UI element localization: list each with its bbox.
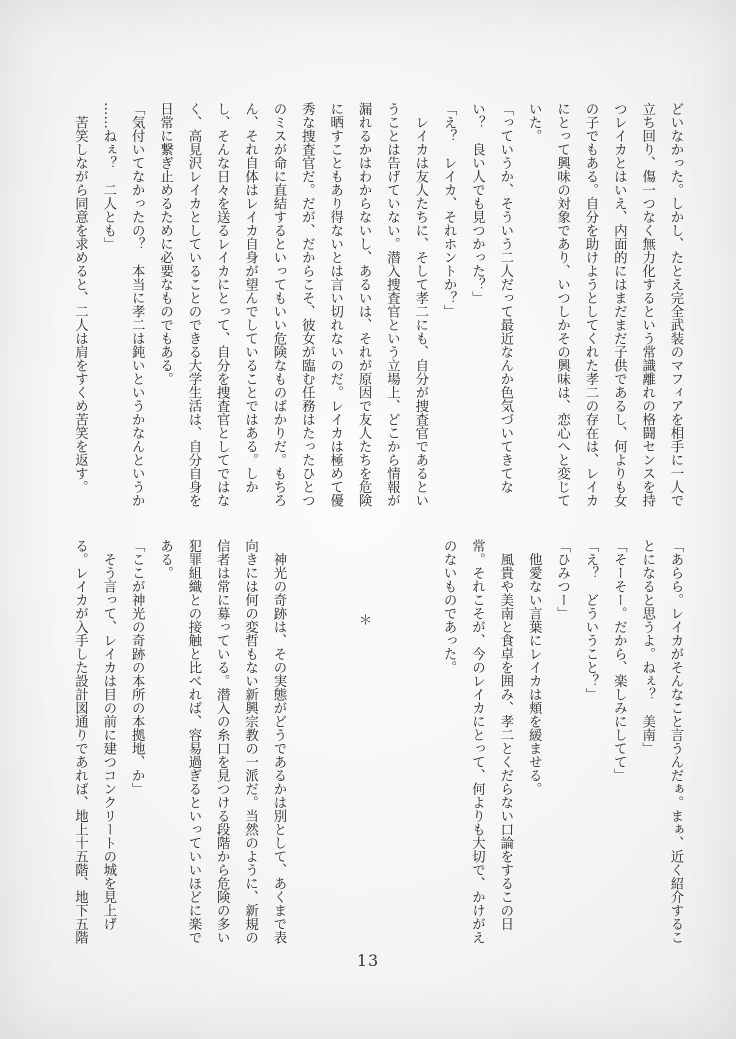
text-line	[405, 539, 433, 946]
text-line: ん、それ自体はレイカ自身が望んでしていることではある。しか	[242, 102, 258, 494]
page-number: 13	[356, 951, 380, 970]
text-line: 風貴や美南と食卓を囲み、孝二とくだらない口論をするこの日	[497, 539, 513, 931]
text-line: ……ねぇ？ 二人とも」	[100, 102, 116, 251]
text-line	[292, 539, 320, 946]
text-line: 常。それこそが、今のレイカにとって、何よりも大切で、かけがえ	[469, 539, 485, 944]
text-line: の子でもある。自分を助けようとしてくれた孝二の存在は、レイカ	[582, 102, 598, 507]
text-line: 立ち回り、傷一つなく無力化するという常識離れの格闘センスを持	[639, 102, 655, 507]
text-line: どいなかった。しかし、たとえ完全武装のマフィアを相手に一人で	[668, 102, 683, 507]
text-line: 「気付いてなかったの？ 本当に孝二は鈍いというかなんというか	[129, 102, 145, 507]
text-line: し、そんな日々を送るレイカにとって、自分を捜査官としてではな	[214, 102, 230, 507]
text-block-top	[65, 102, 689, 509]
text-line: 日常に繋ぎ止めるために必要なものでもある。	[157, 102, 173, 386]
text-line: 「え？ どういうこと？」	[582, 539, 598, 701]
text-block-bottom	[65, 539, 689, 946]
scene-separator: ＊	[356, 613, 372, 627]
text-line: 秀な捜査官だ。だが、だからこそ、彼女が臨む任務はたったひとつ	[299, 102, 315, 507]
text-line: そう言って、レイカは目の前に建つコンクリートの城を見上げ	[100, 539, 116, 931]
text-line: る。レイカが入手した設計図通りであれば、地上十五階、地下五階	[72, 539, 88, 944]
text-line: 漏れるかはわからないし、あるいは、それが原因で友人たちを危険	[356, 102, 372, 507]
text-line: つレイカとはいえ、内面的にはまだまだ子供であるし、何よりも女	[611, 102, 627, 507]
text-line: のないものであった。	[441, 539, 457, 674]
text-line: く、高見沢レイカとしていることのできる大学生活は、自分自身を	[185, 102, 201, 507]
text-line: レイカは友人たちに、そして孝二にも、自分が捜査官であるとい	[412, 102, 428, 507]
text-line: 「ここが神光の奇跡の本所の本拠地、か」	[129, 539, 145, 796]
text-line	[320, 539, 348, 946]
text-line: うことは告げていない。潜入捜査官という立場上、どこから情報が	[384, 102, 400, 507]
text-line: にとって興味の対象であり、いつしかその興味は、恋心へと変じて	[554, 102, 570, 507]
text-line: 信者は常に募っている。潜入の糸口を見つける段階から危険の多い	[214, 539, 230, 944]
text-line: のミスが命に直結するといってもいい危険なものばかりだ。もちろ	[270, 102, 286, 507]
text-line: い？ 良い人でも見つかった？」	[469, 102, 485, 305]
text-line: に晒すこともあり得ないとは言い切れないのだ。レイカは極めて優	[327, 102, 343, 507]
text-line: 苦笑しながら同意を求めると、二人は肩をすくめ苦笑を返す。	[72, 102, 88, 494]
text-line: 「ひみつー」	[554, 539, 570, 620]
text-line: いた。	[526, 102, 542, 143]
text-line: 犯罪組織との接触と比べれば、容易過ぎるといっていいほどに楽で	[185, 539, 201, 944]
text-line: 「そーそー。だから、楽しみにしてて」	[611, 539, 627, 782]
text-line: 神光の奇跡は、その実態がどうであるかは別として、あくまで表	[270, 539, 286, 944]
text-line: とになると思うよ。ねぇ？ 美南」	[639, 539, 655, 755]
text-line: 「え？ レイカ、それホントか？」	[441, 102, 457, 318]
text-line	[377, 539, 405, 946]
text-line: 「っていうか、そういう二人だって最近なんか色気づいてきてな	[497, 102, 513, 494]
text-line: 他愛ない言葉にレイカは頬を緩ませる。	[526, 539, 542, 796]
text-line: 「あらら。レイカがそんなこと言うんだぁ。まぁ、近く紹介するこ	[668, 539, 683, 944]
text-line: ある。	[157, 539, 173, 580]
text-line: 向きには何の変哲もない新興宗教の一派だ。当然のように、新規の	[242, 539, 258, 944]
